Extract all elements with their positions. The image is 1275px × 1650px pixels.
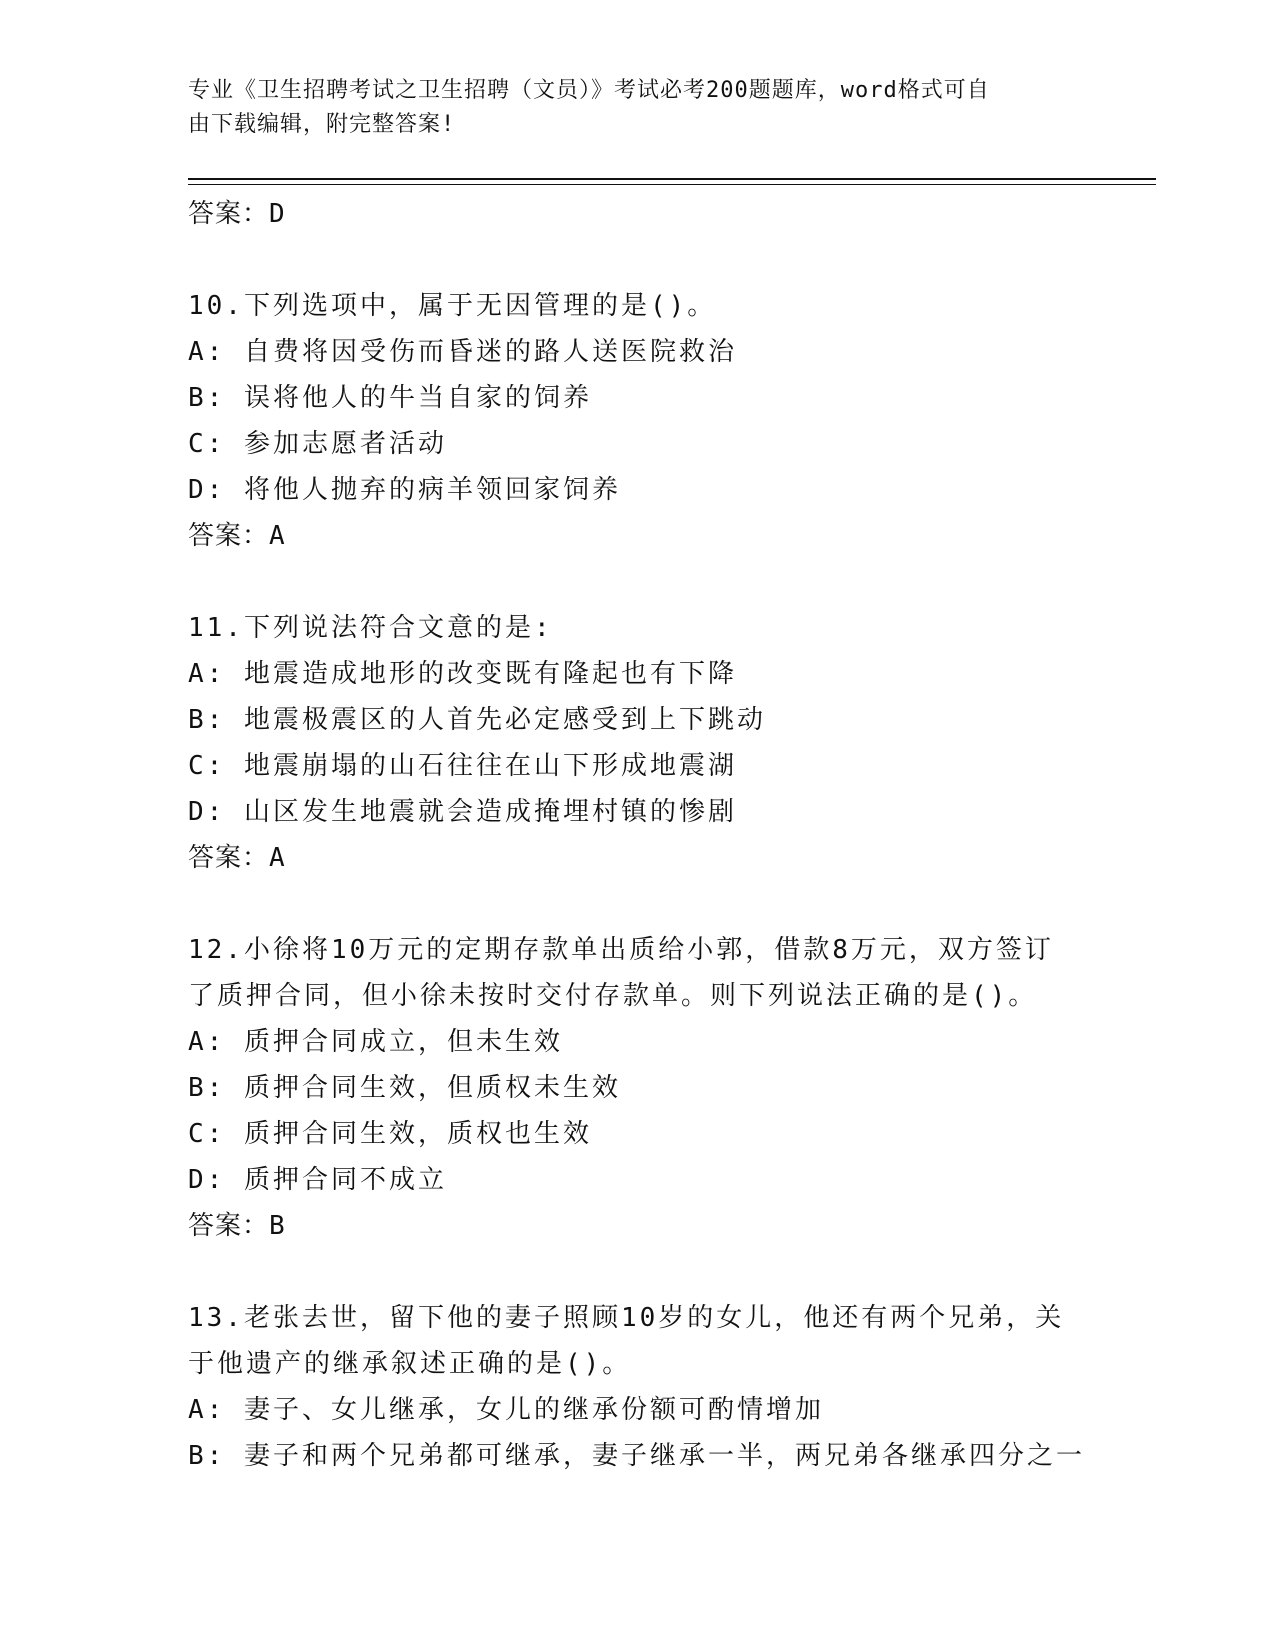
spacer <box>188 881 1088 927</box>
header-divider-thin <box>188 184 1156 185</box>
option-c: C: 质押合同生效，质权也生效 <box>188 1119 592 1149</box>
spacer <box>188 1249 1088 1295</box>
spacer <box>188 237 1088 283</box>
option-b: B: 质押合同生效，但质权未生效 <box>188 1073 621 1103</box>
question-12 <box>188 927 1088 1249</box>
question-11 <box>188 605 1088 881</box>
option-a: A: 妻子、女儿继承，女儿的继承份额可酌情增加 <box>188 1395 824 1425</box>
option-b: B: 误将他人的牛当自家的饲养 <box>188 383 592 413</box>
header-divider-thick <box>188 178 1156 180</box>
option-b: B: 地震极震区的人首先必定感受到上下跳动 <box>188 705 766 735</box>
question-stem: 10.下列选项中，属于无因管理的是()。 <box>188 291 717 321</box>
previous-answer: 答案：D <box>188 199 286 229</box>
document-header <box>188 74 1068 142</box>
option-d: D: 山区发生地震就会造成掩埋村镇的惨剧 <box>188 797 737 827</box>
option-c: C: 参加志愿者活动 <box>188 429 447 459</box>
option-b: B: 妻子和两个兄弟都可继承，妻子继承一半，两兄弟各继承四分之一 <box>188 1441 1085 1471</box>
question-stem-line-2: 了质押合同，但小徐未按时交付存款单。则下列说法正确的是()。 <box>188 981 1038 1011</box>
header-line-2: 由下载编辑，附完整答案! <box>188 112 456 137</box>
option-d: D: 质押合同不成立 <box>188 1165 447 1195</box>
question-stem-line-1: 13.老张去世，留下他的妻子照顾10岁的女儿，他还有两个兄弟，关 <box>188 1303 1065 1333</box>
option-a: A: 质押合同成立，但未生效 <box>188 1027 563 1057</box>
question-stem: 11.下列说法符合文意的是: <box>188 613 553 643</box>
header-line-1: 专业《卫生招聘考试之卫生招聘（文员）》考试必考200题题库，word格式可自 <box>188 78 990 103</box>
spacer <box>188 559 1088 605</box>
question-content <box>188 191 1088 1479</box>
question-stem-line-2: 于他遗产的继承叙述正确的是()。 <box>188 1349 632 1379</box>
answer: 答案：A <box>188 843 286 873</box>
option-a: A: 自费将因受伤而昏迷的路人送医院救治 <box>188 337 737 367</box>
option-d: D: 将他人抛弃的病羊领回家饲养 <box>188 475 621 505</box>
question-stem-line-1: 12.小徐将10万元的定期存款单出质给小郭，借款8万元，双方签订 <box>188 935 1054 965</box>
answer: 答案：A <box>188 521 286 551</box>
answer: 答案：B <box>188 1211 286 1241</box>
option-c: C: 地震崩塌的山石往往在山下形成地震湖 <box>188 751 737 781</box>
question-10 <box>188 283 1088 559</box>
option-a: A: 地震造成地形的改变既有隆起也有下降 <box>188 659 737 689</box>
question-13 <box>188 1295 1088 1479</box>
